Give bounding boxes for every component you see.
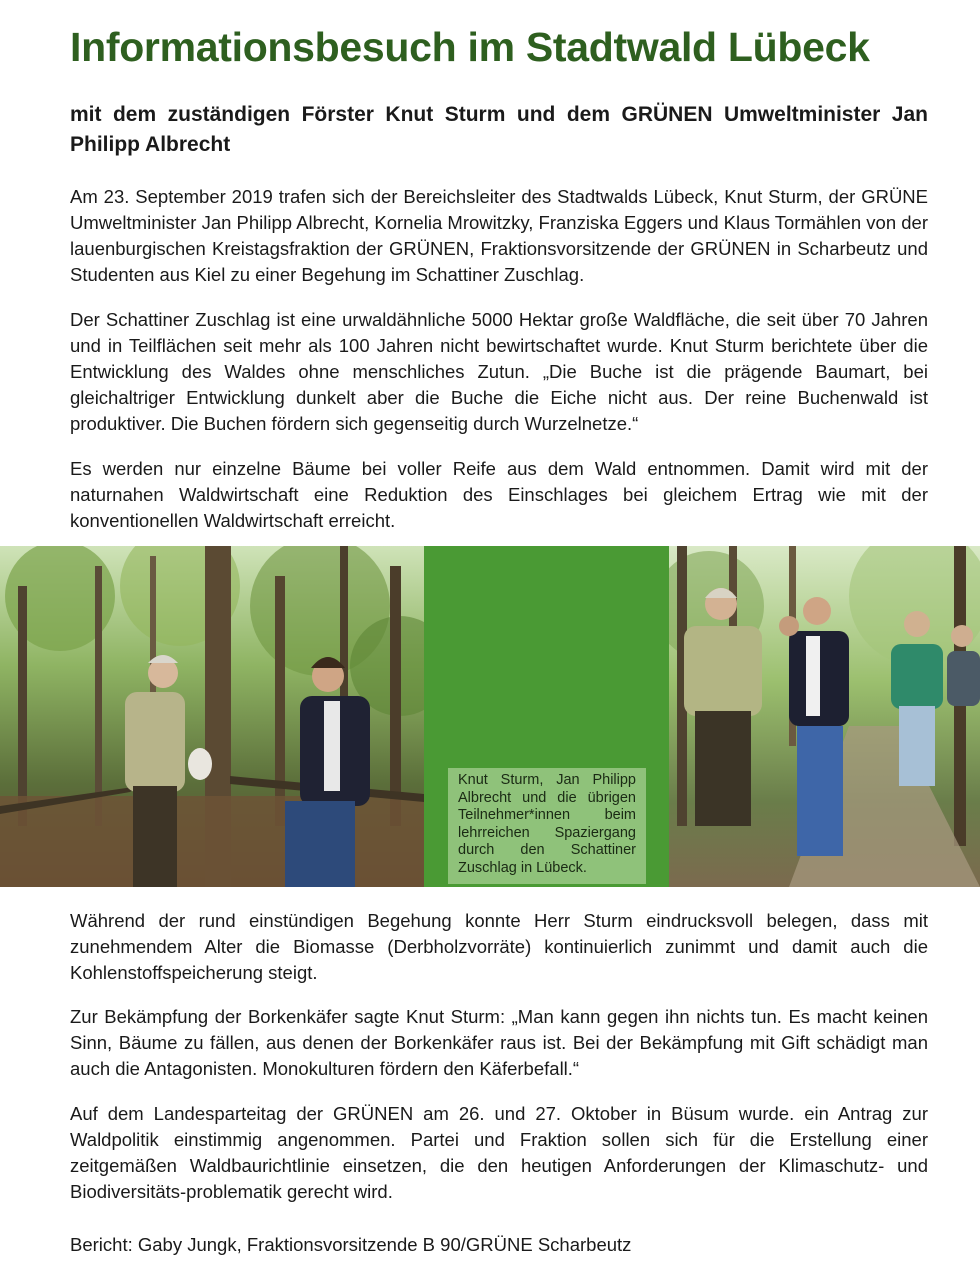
paragraph-intro: Am 23. September 2019 trafen sich der Bereichsleiter des Stadtwalds Lübeck, Knut Sturm, der GRÜNE Umweltminister Jan Philipp Albrecht, Kornelia Mrowitzky, Franziska Eggers und Klaus Tormählen von der lauenburgischen Kreistagsfraktion der GRÜNEN, Fraktionsvorsitzende der GRÜNEN in Scharbeutz und Studenten aus Kiel zu einer Begehung im Schattiner Zuschlag.: [70, 186, 928, 285]
photo-strip: [0, 546, 980, 887]
forest-photo-right: [669, 546, 980, 887]
paragraph-bark-beetle: Zur Bekämpfung der Borkenkäfer sagte Knut Sturm: „Man kann gegen ihn nichts tun. Es macht keinen Sinn, Bäume zu fällen, aus denen der Borkenkäfer raus ist. Bei der Bekämpfung mit Gift schädigt man auch die Antagonisten. Monokulturen fördern den Käferbefall.“: [70, 1006, 928, 1079]
paragraph-party-conference: Auf dem Landesparteitag der GRÜNEN am 26. und 27. Oktober in Büsum wurde. ein Antrag zur Waldpolitik einstimmig angenommen. Partei und Fraktion sollen sich für die Erstellung einer zeitgemäßen Waldbaurichtlinie einsetzen, die den heutigen Anforderungen der Klimaschutz- und Biodiversitäts-problematik gerecht wird.: [70, 1103, 928, 1202]
report-author: Bericht: Gaby Jungk, Fraktionsvorsitzende B 90/GRÜNE Scharbeutz: [70, 1234, 632, 1255]
forest-photo-left: [0, 546, 424, 887]
page-title: Informationsbesuch im Stadtwald Lübeck: [70, 24, 870, 70]
paragraph-biomass: Während der rund einstündigen Begehung konnte Herr Sturm eindrucksvoll belegen, dass mit zunehmendem Alter die Biomasse (Derbholzvorräte) kontinuierlich zunimmt und damit auch die Kohlenstoffspeicherung steigt.: [70, 910, 928, 983]
paragraph-schattiner-zuschlag: Der Schattiner Zuschlag ist eine urwaldähnliche 5000 Hektar große Waldfläche, die seit über 70 Jahren und in Teilflächen seit mehr als 100 Jahren nicht bewirtschaftet wurde. Knut Sturm berichtete über die Entwicklung des Waldes ohne menschliches Zutun. „Die Buche ist die prägende Baumart, bei gleichaltriger Entwicklung dunkelt aber die Buche die Eiche nicht aus. Der reine Buchenwald ist produktiver. Die Buchen fördern sich gegenseitig durch Wurzelnetze.“: [70, 309, 928, 434]
paragraph-forestry: Es werden nur einzelne Bäume bei voller Reife aus dem Wald entnommen. Damit wird mit der naturnahen Waldwirtschaft eine Reduktion des Einschlages bei gleichem Ertrag wie mit der konventionellen Waldwirtschaft erreicht.: [70, 458, 928, 531]
page-subtitle: mit dem zuständigen Förster Knut Sturm und dem GRÜNEN Umweltminister Jan Philipp Albrecht: [70, 103, 928, 156]
photo-caption: Knut Sturm, Jan Philipp Albrecht und die übrigen Teilnehmer*innen beim lehrreichen Spaziergang durch den Schattiner Zuschlag in Lübeck.: [448, 768, 646, 884]
